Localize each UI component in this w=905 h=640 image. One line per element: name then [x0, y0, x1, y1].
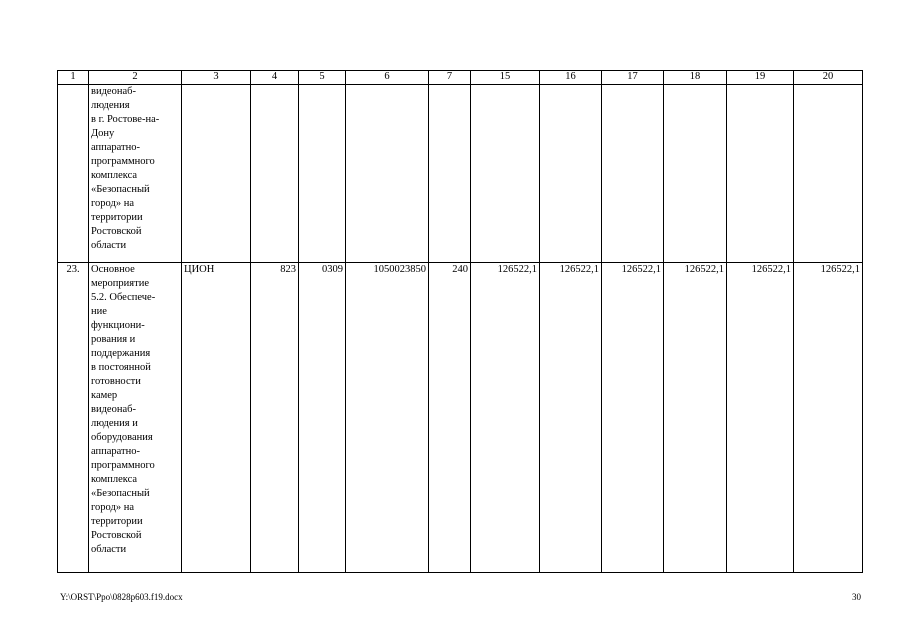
table-row-23	[58, 263, 863, 573]
table-row-continuation	[58, 85, 863, 263]
row-number: 23.	[58, 263, 89, 573]
column-header: 16	[540, 71, 602, 85]
column-header: 15	[471, 71, 540, 85]
column-header: 18	[664, 71, 727, 85]
value-cell: 126522,1	[471, 263, 540, 573]
column-header: 2	[89, 71, 182, 85]
footer-file-path: Y:\ORST\Ppo\0828p603.f19.docx	[60, 592, 183, 602]
grbs-cell: 823	[251, 263, 299, 573]
column-header: 6	[346, 71, 429, 85]
event-description: видеонаб- людения в г. Ростове-на- Дону аппаратно- программного комплекса «Безопасный город» на территории Ростовской области	[89, 85, 182, 263]
page-number: 30	[852, 592, 861, 602]
vr-cell: 240	[429, 263, 471, 573]
value-cell: 126522,1	[602, 263, 664, 573]
column-header: 4	[251, 71, 299, 85]
table-header-row	[58, 71, 863, 85]
value-cell: 126522,1	[727, 263, 794, 573]
value-cell: 126522,1	[664, 263, 727, 573]
value-cell: 126522,1	[540, 263, 602, 573]
event-description: Основное мероприятие 5.2. Обеспече- ние функциони- рования и поддержания в постоянной готовности камер видеонаб- людения и оборудования аппаратно- программного комплекса «Безопасный город» на территории Ростовской области	[89, 263, 182, 573]
column-header: 3	[182, 71, 251, 85]
column-header: 5	[299, 71, 346, 85]
rzpr-cell: 0309	[299, 263, 346, 573]
value-cell: 126522,1	[794, 263, 863, 573]
budget-table	[57, 70, 863, 573]
column-header: 7	[429, 71, 471, 85]
column-header: 20	[794, 71, 863, 85]
executor-cell: ЦИОН	[182, 263, 251, 573]
column-header: 1	[58, 71, 89, 85]
column-header: 19	[727, 71, 794, 85]
column-header: 17	[602, 71, 664, 85]
csr-cell: 1050023850	[346, 263, 429, 573]
